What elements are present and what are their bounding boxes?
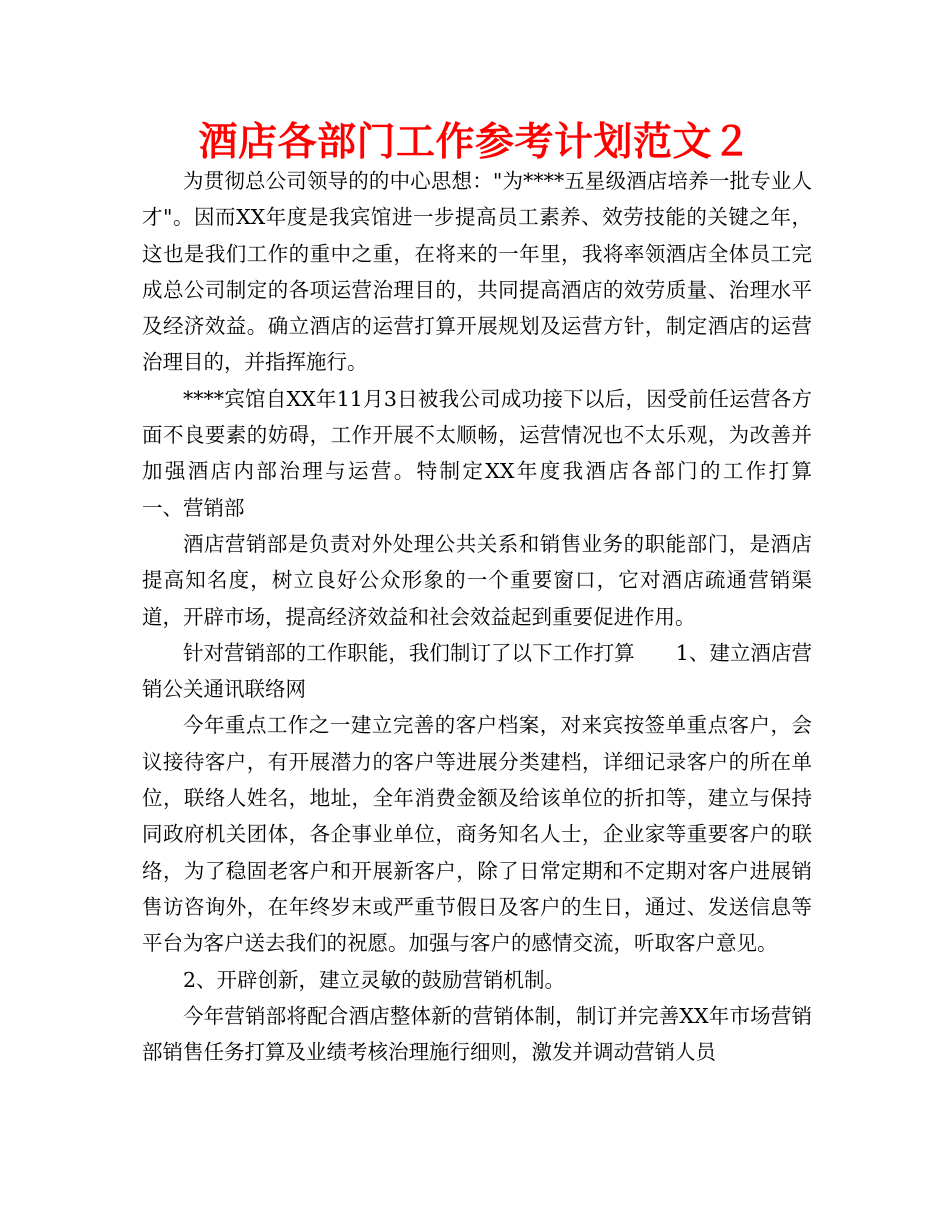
paragraph: 今年营销部将配合酒店整体新的营销体制，制订并完善XX年市场营销部销售任务打算及业绩考核治理施行细则，激发并调动营销人员: [142, 1003, 812, 1065]
paragraph: ****宾馆自XX年11月3日被我公司成功接下以后，因受前任运营各方面不良要素的妨碍，工作开展不太顺畅，运营情况也不太乐观，为改善并加强酒店内部治理与运营。特制定XX年度我酒店各部门的工作打算 一、营销部: [142, 386, 853, 520]
paragraph: 针对营销部的工作职能，我们制订了以下工作打算 1、建立酒店营销公关通讯联络网: [142, 640, 812, 702]
paragraph: 今年重点工作之一建立完善的客户档案，对来宾按签单重点客户，会议接待客户，有开展潜力的客户等进展分类建档，详细记录客户的所在单位，联络人姓名，地址，全年消费金额及给该单位的折扣等，建立与保持同政府机关团体，各企事业单位，商务知名人士，企业家等重要客户的联络，为了稳固老客户和开展新客户，除了日常定期和不定期对客户进展销售访咨询外，在年终岁末或严重节假日及客户的生日，通过、发送信息等平台为客户送去我们的祝愿。加强与客户的感情交流，听取客户意见。: [142, 713, 812, 956]
document-title: 酒店各部门工作参考计划范文２: [198, 120, 752, 165]
paragraph: 酒店营销部是负责对外处理公共关系和销售业务的职能部门，是酒店提高知名度，树立良好公众形象的一个重要窗口，它对酒店疏通营销渠道，开辟市场，提高经济效益和社会效益起到重要促进作用。: [142, 531, 812, 629]
paragraph: 为贯彻总公司领导的的中心思想："为****五星级酒店培养一批专业人才"。因而XX年度是我宾馆进一步提高员工素养、效劳技能的关键之年，这也是我们工作的重中之重，在将来的一年里，我将率领酒店全体员工完成总公司制定的各项运营治理目的，共同提高酒店的效劳质量、治理水平及经济效益。确立酒店的运营打算开展规划及运营方针，制定酒店的运营治理目的，并指挥施行。: [142, 169, 812, 375]
paragraph: 2、开辟创新，建立灵敏的鼓励营销机制。: [183, 967, 566, 992]
document-body: [142, 163, 853, 1070]
